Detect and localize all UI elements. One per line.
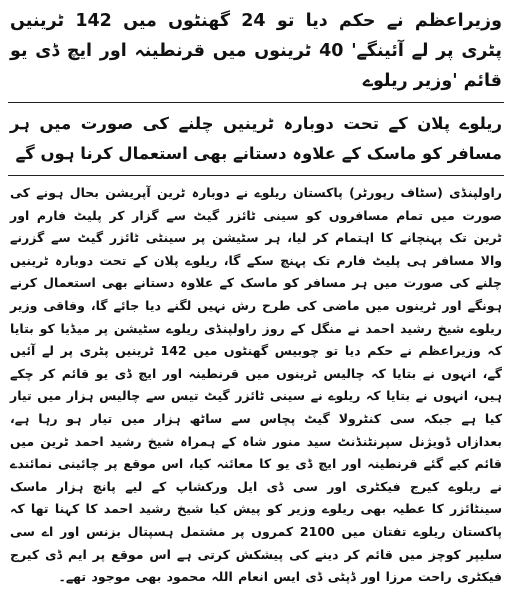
article-body: راولپنڈی (سٹاف رپورٹر) پاکستان ریلوے نے دوبارہ ٹرین آپریشن بحال ہونے کی صورت میں تمام مسافروں کو سینی ٹائزر گیٹ سے گزار کر پلیٹ فارم اور ٹرین تک پہنچانے کا اہتمام کر لیا، ہر سٹیشن پر سینٹی ٹائزر گیٹ سے گزرنے والا مسافر ہی پلیٹ فارم تک پہنچ سکے گا، ریلوے پلان کے تحت دوبارہ ٹرینیں چلنے کی صورت میں ہر مسافر کو ماسک کے علاوہ دستانے بھی استعمال کرنے ہونگے اور ٹرینوں میں ماضی کی طرح رش نہیں لگنے دیا جائے گا، وفاقی وزیر ریلوے شیخ رشید احمد نے منگل کے روز راولپنڈی ریلوے سٹیشن پر میڈیا کو بتایا کہ وزیراعظم نے حکم دیا تو چوبیس گھنٹوں میں 142 ٹرینیں پٹری پر لے آئیں گے، انہوں نے بتایا کہ چالیس ٹرینوں میں قرنطینہ اور ایچ ڈی یو قائم کر چکے ہیں، انہوں نے بتایا کہ ریلوے نے سینی ٹائزر گیٹ تیس سے چالیس ہزار میں تیار کیا ہے جبکہ سی کنٹرولا گیٹ پچاس سے ساٹھ ہزار میں تیار ہو رہا ہے، بعدازاں ڈویژنل سپرنٹنڈنٹ سید منور شاہ کے ہمراہ شیخ رشید احمد ٹرین میں قائم کیے گئے قرنطینہ اور ایچ ڈی یو کا معائنہ کیا، اس موقع پر چائینی نمائندے نے ریلوے کیرج فیکٹری اور سی ڈی ایل ورکشاپ کے لیے پانچ ہزار ماسک سینٹائزر کا عطیہ بھی ریلوے وزیر کو پیش کیا شیخ رشید احمد کا کہنا تھا کہ پاکستان ریلوے تفتان میں 2100 کمروں پر مشتمل ہسپتال بزنس اور اے سی سلیپر کوچز میں قائم کر دینے کی پیشکش کرتی ہے اس موقع پر ایم ڈی کیرج فیکٹری راحت مرزا اور ڈپٹی ڈی ایس انعام اللہ محمود بھی موجود تھے۔ [10, 185, 502, 585]
divider-line [8, 175, 504, 176]
headline: وزیراعظم نے حکم دیا تو 24 گھنٹوں میں 142 ٹرینیں پٹری پر لے آئینگے' 40 ٹرینوں میں قرنطینہ اور ایچ ڈی یو قائم 'وزیر ریلوے [10, 11, 503, 91]
divider-line [8, 102, 504, 103]
subheadline: ریلوے پلان کے تحت دوبارہ ٹرینیں چلنے کی صورت میں ہر مسافر کو ماسک کے علاوہ دستانے بھی استعمال کرنا ہوں گے [10, 114, 502, 163]
